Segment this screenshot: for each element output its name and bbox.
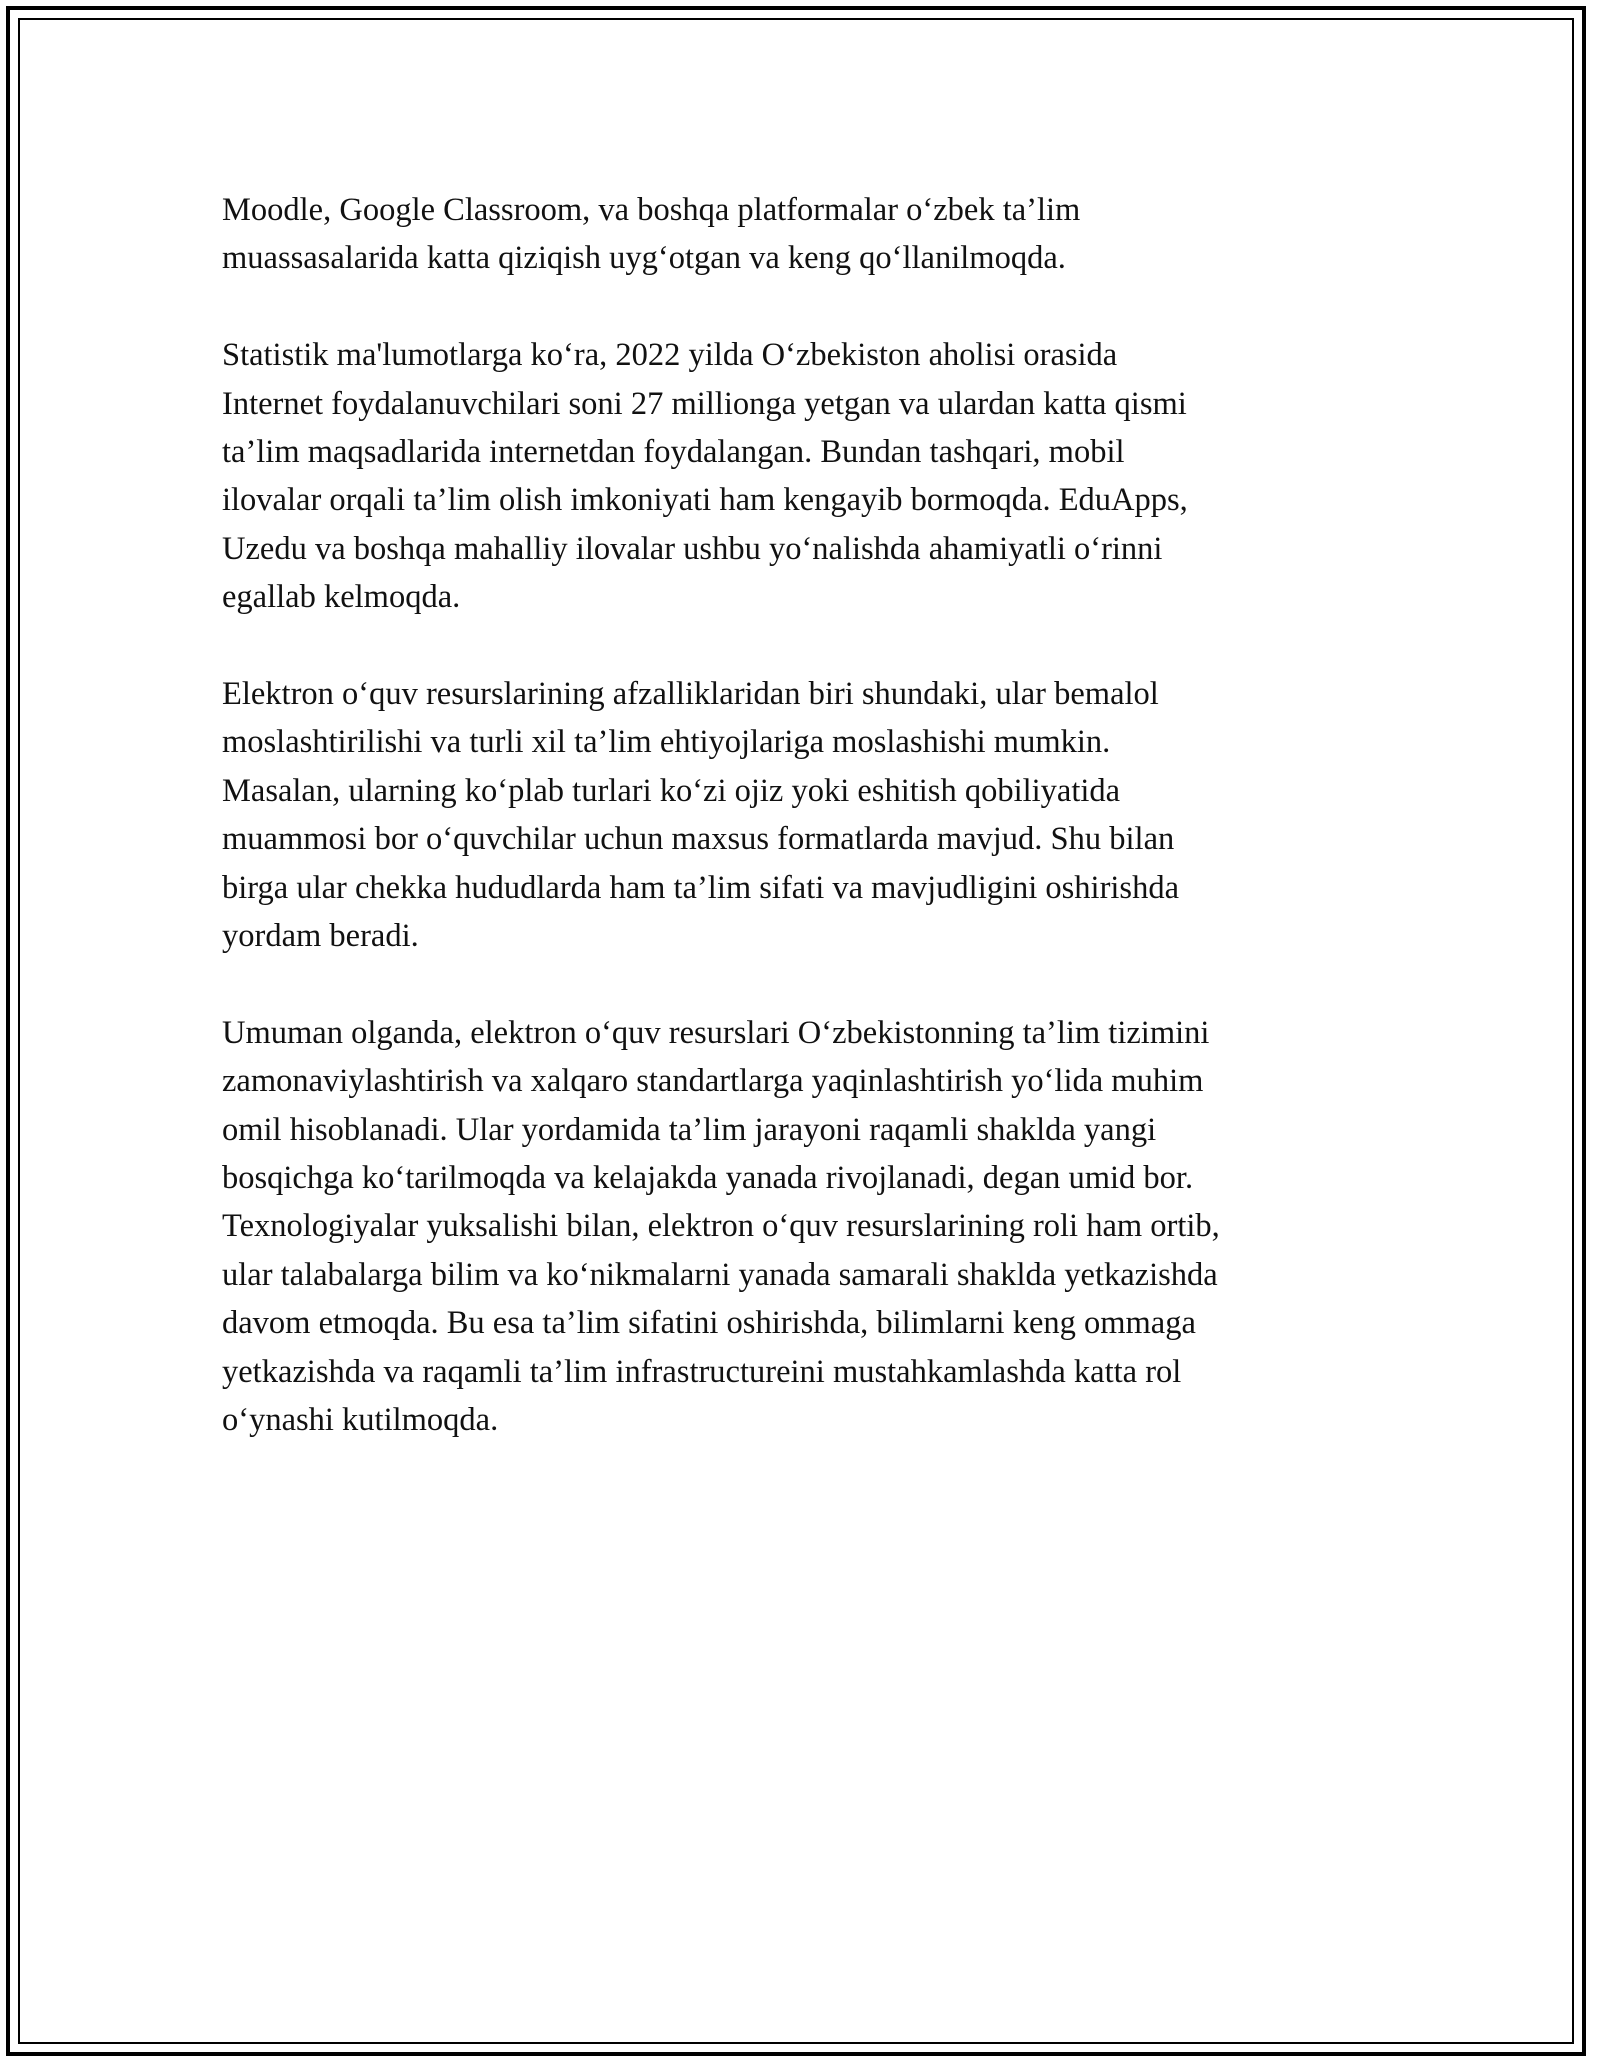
paragraph-advantages: Elektron o‘quv resurslarining afzalliklaridan biri shundaki, ular bemalol moslashtirilishi va turli xil ta’lim ehtiyojlariga moslashishi mumkin. Masalan, ularning ko‘plab turlari ko‘zi ojiz yoki eshitish qobiliyatida muammosi bor o‘quvchilar uchun maxsus formatlarda mavjud. Shu bilan birga ular chekka hududlarda ham ta’lim sifati va mavjudligini oshirishda yordam beradi. xyxy=(222,676,1180,955)
document-body xyxy=(222,186,1372,1493)
paragraph-platforms: Moodle, Google Classroom, va boshqa platformalar o‘zbek ta’lim muassasalarida katta qiziqish uyg‘otgan va keng qo‘llanilmoqda. xyxy=(222,192,1081,277)
paragraph-conclusion: Umuman olganda, elektron o‘quv resurslari O‘zbekistonning ta’lim tizimini zamonaviylashtirish va xalqaro standartlarga yaqinlashtirish yo‘lida muhim omil hisoblanadi. Ular yordamida ta’lim jarayoni raqamli shaklda yangi bosqichga ko‘tarilmoqda va kelajakda yanada rivojlanadi, degan umid bor. Texnologiyalar yuksalishi bilan, elektron o‘quv resurslarining roli ham ortib, ular talabalarga bilim va ko‘nikmalarni yanada samarali shaklda yetkazishda davom etmoqda. Bu esa ta’lim sifatini oshirishda, bilimlarni keng ommaga yetkazishda va raqamli ta’lim infrastructureini mustahkamlashda katta rol o‘ynashi kutilmoqda. xyxy=(222,1014,1220,1439)
paragraph-statistics: Statistik ma'lumotlarga ko‘ra, 2022 yilda O‘zbekiston aholisi orasida Internet foydalanuvchilari soni 27 millionga yetgan va ulardan katta qismi ta’lim maqsadlarida internetdan foydalangan. Bundan tashqari, mobil ilovalar orqali ta’lim olish imkoniyati ham kengayib bormoqda. EduApps, Uzedu va boshqa mahalliy ilovalar ushbu yo‘nalishda ahamiyatli o‘rinni egallab kelmoqda. xyxy=(222,337,1188,616)
